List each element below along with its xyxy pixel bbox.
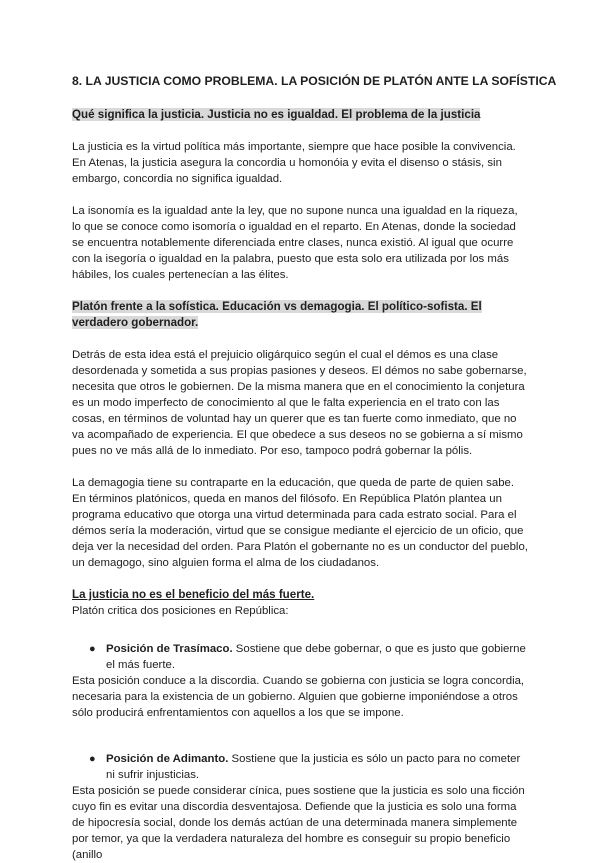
section-heading-text: Qué significa la justicia. Justicia no es igualdad. El problema de la justicia: [72, 108, 481, 121]
section-heading-fuerte: La justicia no es el beneficio del más fuerte.: [72, 588, 315, 601]
paragraph: Esta posición se puede considerar cínica, pues sostiene que la justicia es solo una ficción cuyo fin es evitar una discordia desventajosa. Defiende que la justicia es solo una forma de hipocresía social, donde los demás actúan de una determinada manera simplemente por temor, ya que la verdadera naturaleza del hombre es conseguir su propio beneficio (anillo: [72, 785, 525, 861]
list-item-label: Posición de Adimanto.: [106, 753, 229, 765]
list-item: [72, 641, 528, 673]
bullet-icon: ●: [89, 643, 96, 655]
paragraph: La isonomía es la igualdad ante la ley, que no supone nunca una igualdad en la riqueza, lo que se conoce como isomoría o igualdad en el reparto. En Atenas, donde la sociedad se encuentra notablemente diferenciada entre clases, nunca existió. Al igual que ocurre con la isegoría o igualdad en la palabra, puesto que esta solo era utilizada por los más hábiles, los cuales pertenecían a las élites.: [72, 205, 518, 281]
list-item-text: Sostiene que la justicia es sólo un pacto para no cometer ni sufrir injusticias.: [106, 753, 521, 781]
document-title: 8. LA JUSTICIA COMO PROBLEMA. LA POSICIÓN DE PLATÓN ANTE LA SOFÍSTICA: [72, 74, 557, 88]
list-item-text: Sostiene que debe gobernar, o que es justo que gobierne el más fuerte.: [106, 643, 526, 671]
paragraph: La demagogia tiene su contraparte en la educación, que queda de parte de quien sabe. En términos platónicos, queda en manos del filósofo. En República Platón plantea un programa educativo que otorga una virtud determinada para cada estrato social. Para el démos sería la moderación, virtud que se consigue mediante el ejercicio de un oficio, que deja ver la necesidad del orden. Para Platón el gobernante no es un conductor del pueblo, un demagogo, sino alguien forma el alma de los ciudadanos.: [72, 477, 528, 569]
section-heading-justicia: [72, 107, 528, 123]
list-item-label: Posición de Trasímaco.: [106, 643, 233, 655]
section-heading-text: Platón frente a la sofística. Educación vs demagogia. El político-sofista. El verdadero gobernador.: [72, 300, 482, 329]
paragraph: Platón critica dos posiciones en República:: [72, 605, 289, 617]
section-heading-platon: [72, 299, 528, 331]
bullet-icon: ●: [89, 753, 96, 765]
list-item: [72, 751, 528, 783]
paragraph: Esta posición conduce a la discordia. Cuando se gobierna con justicia se logra concordia, necesaria para la existencia de un gobierno. Alguien que gobierne imponiéndose a otros sólo producirá enfrentamientos con aquellos a los que se impone.: [72, 675, 525, 719]
paragraph: Detrás de esta idea está el prejuicio oligárquico según el cual el démos es una clase desordenada y sometida a sus propias pasiones y deseos. El démos no sabe gobernarse, necesita que otros le gobiernen. De la misma manera que en el conocimiento la conjetura es un modo imperfecto de conocimiento al que le falta experiencia en el trato con las cosas, en términos de voluntad hay un querer que es tan fuerte como inmediato, que no va acompañado de experiencia. El que obedece a sus deseos no se gobierna a sí mismo pues no ve más allá de lo inmediato. Por eso, tampoco podrá gobernar la pólis.: [72, 349, 527, 457]
paragraph: La justicia es la virtud política más importante, siempre que hace posible la convivencia. En Atenas, la justicia asegura la concordia u homonóia y evita el disenso o stásis, sin embargo, concordia no significa igualdad.: [72, 141, 516, 185]
